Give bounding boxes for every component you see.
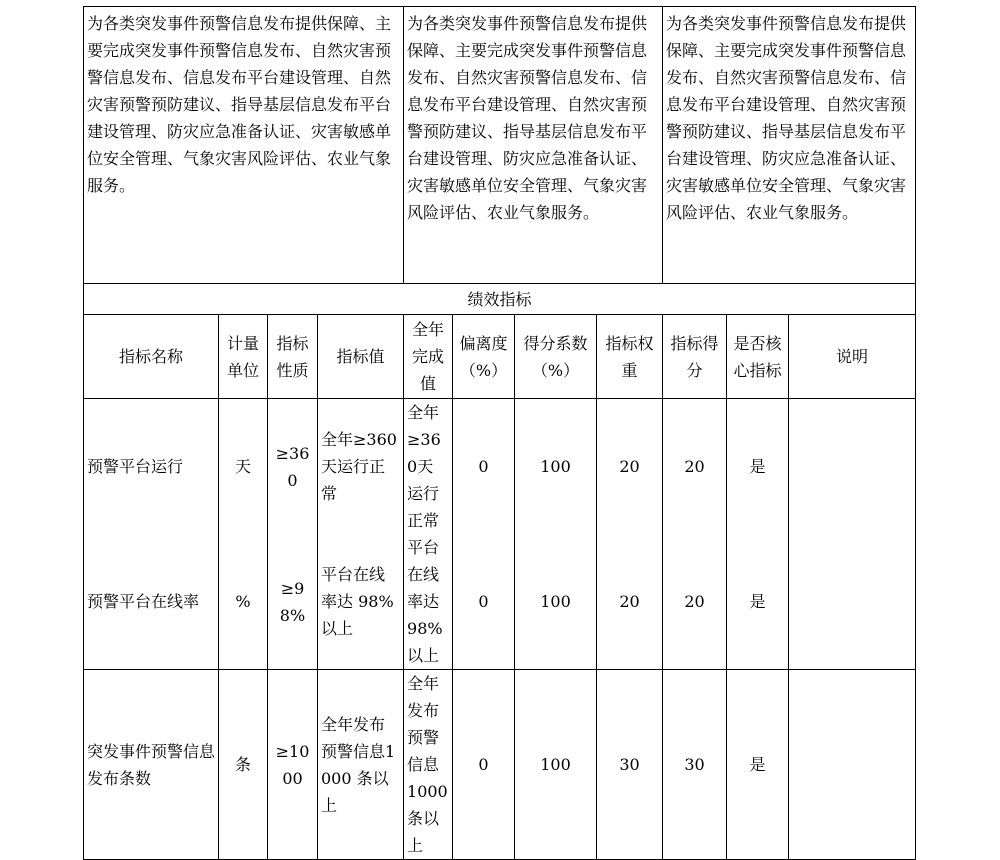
header-nature: 指标性质 — [268, 315, 318, 399]
row-note — [789, 670, 916, 860]
row-unit: 条 — [219, 670, 268, 860]
row-score: 20 — [663, 534, 727, 670]
row-deviation: 0 — [453, 670, 515, 860]
header-target: 指标值 — [318, 315, 404, 399]
row-score-coef: 100 — [515, 534, 597, 670]
header-row — [84, 315, 916, 399]
row-score: 30 — [663, 670, 727, 860]
header-score-coef: 得分系数（%） — [515, 315, 597, 399]
row-target: 全年≥360 天运行正常 — [318, 399, 404, 535]
performance-table — [83, 6, 916, 860]
row-note — [789, 534, 916, 670]
row-unit: 天 — [219, 399, 268, 535]
row-deviation: 0 — [453, 399, 515, 535]
description-cell-2: 为各类突发事件预警信息发布提供保障、主要完成突发事件预警信息发布、自然灾害预警信息发布、信息发布平台建设管理、自然灾害预警预防建议、指导基层信息发布平台建设管理、防灾应急准备认证、灾害敏感单位安全管理、气象灾害风险评估、农业气象服务。 — [404, 7, 663, 284]
row-nature: ≥98% — [268, 534, 318, 670]
row-core: 是 — [727, 399, 789, 535]
row-weight: 20 — [597, 534, 663, 670]
header-name: 指标名称 — [84, 315, 219, 399]
row-core: 是 — [727, 670, 789, 860]
row-weight: 20 — [597, 399, 663, 535]
row-weight: 30 — [597, 670, 663, 860]
row-target: 平台在线率达 98%以上 — [318, 534, 404, 670]
row-unit: % — [219, 534, 268, 670]
header-unit: 计量单位 — [219, 315, 268, 399]
header-note: 说明 — [789, 315, 916, 399]
description-cell-1: 为各类突发事件预警信息发布提供保障、主要完成突发事件预警信息发布、自然灾害预警信息发布、信息发布平台建设管理、自然灾害预警预防建议、指导基层信息发布平台建设管理、防灾应急准备认证、灾害敏感单位安全管理、气象灾害风险评估、农业气象服务。 — [84, 7, 404, 284]
table-row — [84, 670, 916, 860]
row-actual: 全年≥360天运行正常 — [404, 399, 453, 535]
row-core: 是 — [727, 534, 789, 670]
header-deviation: 偏离度（%） — [453, 315, 515, 399]
performance-document — [83, 6, 915, 855]
description-row — [84, 7, 916, 284]
table-row — [84, 534, 916, 670]
table-row — [84, 399, 916, 535]
row-deviation: 0 — [453, 534, 515, 670]
header-score: 指标得分 — [663, 315, 727, 399]
row-target: 全年发布预警信息1000 条以上 — [318, 670, 404, 860]
row-score-coef: 100 — [515, 399, 597, 535]
description-cell-3: 为各类突发事件预警信息发布提供保障、主要完成突发事件预警信息发布、自然灾害预警信息发布、信息发布平台建设管理、自然灾害预警预防建议、指导基层信息发布平台建设管理、防灾应急准备认证、灾害敏感单位安全管理、气象灾害风险评估、农业气象服务。 — [663, 7, 916, 284]
row-actual: 平台在线率达98%以上 — [404, 534, 453, 670]
header-actual: 全年完成值 — [404, 315, 453, 399]
header-weight: 指标权重 — [597, 315, 663, 399]
performance-title: 绩效指标 — [84, 284, 916, 315]
row-note — [789, 399, 916, 535]
row-actual: 全年发布预警信息1000条以上 — [404, 670, 453, 860]
row-score: 20 — [663, 399, 727, 535]
row-name: 预警平台运行 — [84, 399, 219, 535]
performance-title-row — [84, 284, 916, 315]
header-core: 是否核心指标 — [727, 315, 789, 399]
row-name: 预警平台在线率 — [84, 534, 219, 670]
row-nature: ≥360 — [268, 399, 318, 535]
row-name: 突发事件预警信息发布条数 — [84, 670, 219, 860]
row-score-coef: 100 — [515, 670, 597, 860]
row-nature: ≥1000 — [268, 670, 318, 860]
